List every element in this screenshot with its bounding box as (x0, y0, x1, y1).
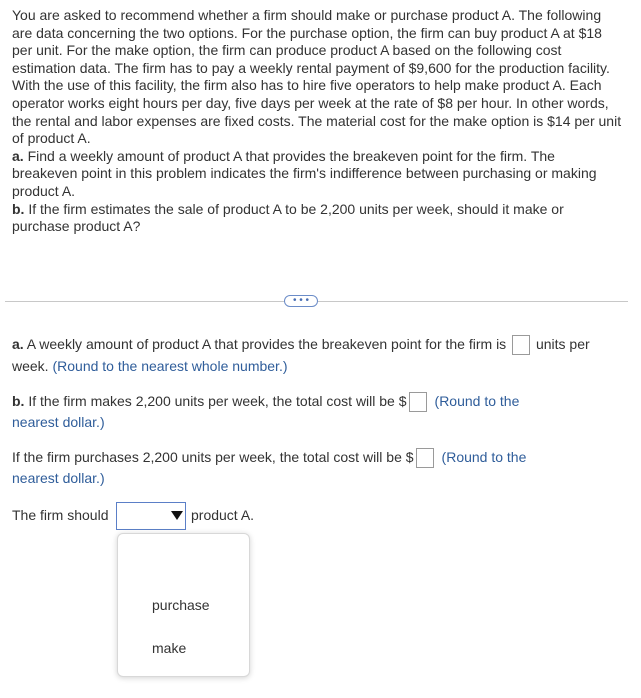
problem-statement (12, 7, 624, 236)
answer-a-week: week. (12, 358, 49, 374)
answer-a-text: A weekly amount of product A that provides the breakeven point for the firm is (23, 336, 507, 352)
answer-a-hint: (Round to the nearest whole number.) (52, 358, 288, 374)
answer-c-line2: nearest dollar.) (12, 470, 105, 486)
decision-dropdown-menu (117, 533, 250, 677)
expand-more-button[interactable]: • • • (284, 295, 318, 307)
answer-a-label: a. (12, 336, 24, 352)
part-a-label: a. (12, 147, 24, 164)
decision-select[interactable] (116, 502, 186, 530)
part-a-text: Find a weekly amount of product A that provides the breakeven point for the firm. The breakeven point in this problem indicates the firm's indifference between purchasing or making product A. (12, 147, 597, 199)
answer-a-line2 (12, 355, 288, 377)
breakeven-input[interactable] (512, 335, 530, 355)
answer-a-units: units per (535, 336, 590, 352)
chevron-down-icon[interactable] (171, 511, 183, 520)
answer-b-hint: (Round to the (434, 393, 520, 409)
make-cost-input[interactable] (409, 392, 427, 412)
answer-c-line (12, 446, 526, 468)
firm-should-label: The firm should (12, 507, 109, 523)
answer-c-text: If the firm purchases 2,200 units per week, the total cost will be $ (12, 449, 414, 465)
answer-b-label: b. (12, 393, 25, 409)
part-b-text: If the firm estimates the sale of product A to be 2,200 units per week, should it make or purchase product A? (12, 200, 564, 235)
answer-b-line2: nearest dollar.) (12, 414, 105, 430)
answer-a-line (12, 333, 590, 355)
product-a-label: product A. (191, 507, 255, 523)
purchase-cost-input[interactable] (416, 448, 434, 468)
option-purchase[interactable]: purchase (152, 597, 210, 613)
part-b-label: b. (12, 200, 25, 217)
answer-b-text: If the firm makes 2,200 units per week, the total cost will be $ (24, 393, 407, 409)
option-make[interactable]: make (152, 640, 187, 656)
answer-c-hint: (Round to the (441, 449, 527, 465)
answer-b-line (12, 390, 519, 412)
problem-text: You are asked to recommend whether a firm should make or purchase product A. The following are data concerning the two options. For the purchase option, the firm can buy product A at $18 per unit. For the make option, the firm can produce product A based on the following cost estimation data. The firm has to pay a weekly rental payment of $9,600 for the production facility. With the use of this facility, the firm also has to hire five operators to help make product A. Each operator works eight hours per day, five days per week at the rate of $8 per hour. In other words, the rental and labor expenses are fixed costs. The material cost for the make option is $14 per unit of product A. (12, 7, 622, 147)
